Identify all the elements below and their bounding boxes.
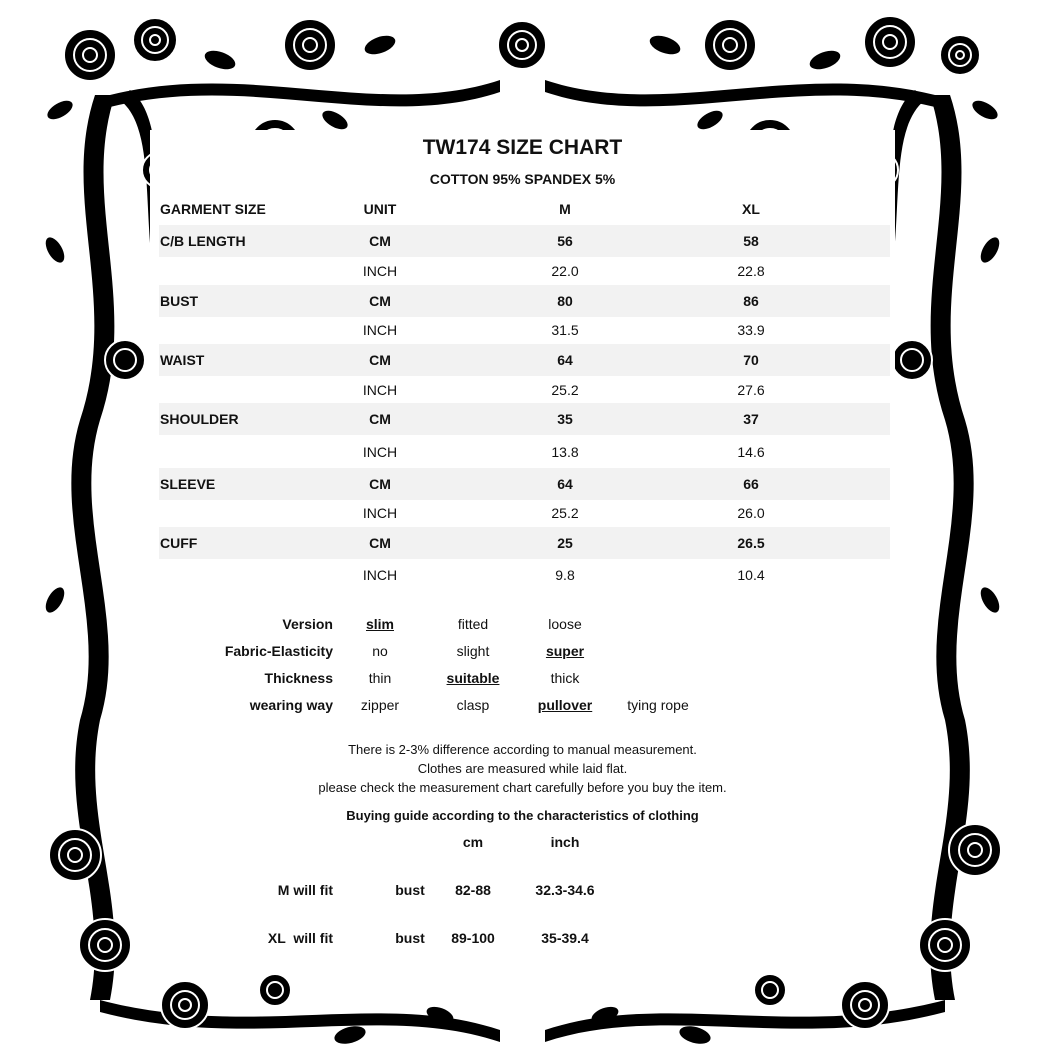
fabric-composition: COTTON 95% SPANDEX 5%: [429, 171, 616, 187]
header-garment-size: GARMENT SIZE: [160, 201, 266, 217]
cm-cell: 66: [743, 476, 759, 492]
guide-row-cm: 89-100: [451, 930, 495, 946]
inch-cell: 22.8: [737, 263, 765, 279]
inch-cell: 27.6: [737, 382, 765, 398]
attribute-option-selected: super: [545, 643, 585, 659]
inch-cell: 22.0: [551, 263, 579, 279]
attribute-label: wearing way: [249, 697, 333, 713]
cm-cell: 64: [557, 352, 573, 368]
attribute-option: thin: [368, 670, 392, 686]
cm-cell: CM: [369, 476, 391, 492]
cm-cell: 58: [743, 233, 759, 249]
inch-cell: INCH: [362, 382, 398, 398]
header-size-m: M: [559, 201, 571, 217]
attribute-option: thick: [550, 670, 580, 686]
header-unit: UNIT: [363, 201, 397, 217]
attribute-option: tying rope: [627, 697, 689, 713]
cm-cell: 70: [743, 352, 759, 368]
measurement-label: C/B LENGTH: [160, 233, 246, 249]
cm-cell: CM: [369, 411, 391, 427]
inch-cell: 25.2: [551, 505, 579, 521]
inch-cell: INCH: [362, 444, 398, 460]
cm-cell: 37: [743, 411, 759, 427]
note-line: please check the measurement chart carefully before you buy the item.: [318, 780, 727, 795]
inch-cell: 31.5: [551, 322, 579, 338]
note-line: There is 2-3% difference according to manual measurement.: [348, 742, 697, 757]
guide-row-part: bust: [395, 882, 425, 898]
inch-cell: INCH: [362, 567, 398, 583]
measurement-label: BUST: [160, 293, 199, 309]
inch-cell: 25.2: [551, 382, 579, 398]
cm-cell: 86: [743, 293, 759, 309]
attribute-option-selected: slim: [365, 616, 394, 632]
guide-row-inch: 35-39.4: [541, 930, 589, 946]
inch-cell: 10.4: [737, 567, 765, 583]
cm-cell: CM: [369, 352, 391, 368]
attribute-label: Version: [282, 616, 333, 632]
attribute-option-selected: pullover: [537, 697, 593, 713]
guide-row-inch: 32.3-34.6: [535, 882, 595, 898]
cm-cell: 35: [557, 411, 573, 427]
guide-row-cm: 82-88: [455, 882, 491, 898]
guide-header-inch: inch: [550, 834, 580, 850]
cm-cell: 26.5: [737, 535, 765, 551]
attribute-option: loose: [548, 616, 582, 632]
cm-cell: 64: [557, 476, 573, 492]
attribute-label: Thickness: [264, 670, 333, 686]
attribute-option: no: [372, 643, 388, 659]
page-title: TW174 SIZE CHART: [422, 136, 623, 159]
inch-cell: 13.8: [551, 444, 579, 460]
cm-cell: 56: [557, 233, 573, 249]
attribute-option: clasp: [456, 697, 490, 713]
guide-header-cm: cm: [462, 834, 484, 850]
cm-cell: 80: [557, 293, 573, 309]
inch-cell: INCH: [362, 322, 398, 338]
cm-cell: CM: [369, 293, 391, 309]
measurement-label: SLEEVE: [160, 476, 216, 492]
note-line: Clothes are measured while laid flat.: [417, 761, 628, 776]
guide-row-part: bust: [395, 930, 425, 946]
attribute-option-selected: suitable: [446, 670, 500, 686]
attribute-option: fitted: [457, 616, 489, 632]
attribute-option: slight: [456, 643, 490, 659]
cm-cell: 25: [557, 535, 573, 551]
cm-cell: CM: [369, 233, 391, 249]
measurement-label: WAIST: [160, 352, 205, 368]
inch-cell: 14.6: [737, 444, 765, 460]
guide-row-label: XL will fit: [267, 930, 333, 946]
inch-cell: 33.9: [737, 322, 765, 338]
header-size-xl: XL: [742, 201, 760, 217]
inch-cell: INCH: [362, 505, 398, 521]
measurement-label: SHOULDER: [160, 411, 239, 427]
buying-guide-title: Buying guide according to the characteristics of clothing: [346, 808, 699, 823]
cm-cell: CM: [369, 535, 391, 551]
attribute-option: zipper: [360, 697, 400, 713]
inch-cell: 9.8: [555, 567, 575, 583]
inch-cell: INCH: [362, 263, 398, 279]
attribute-label: Fabric-Elasticity: [224, 643, 333, 659]
inch-cell: 26.0: [737, 505, 765, 521]
guide-row-label: M will fit: [277, 882, 333, 898]
measurement-label: CUFF: [160, 535, 198, 551]
